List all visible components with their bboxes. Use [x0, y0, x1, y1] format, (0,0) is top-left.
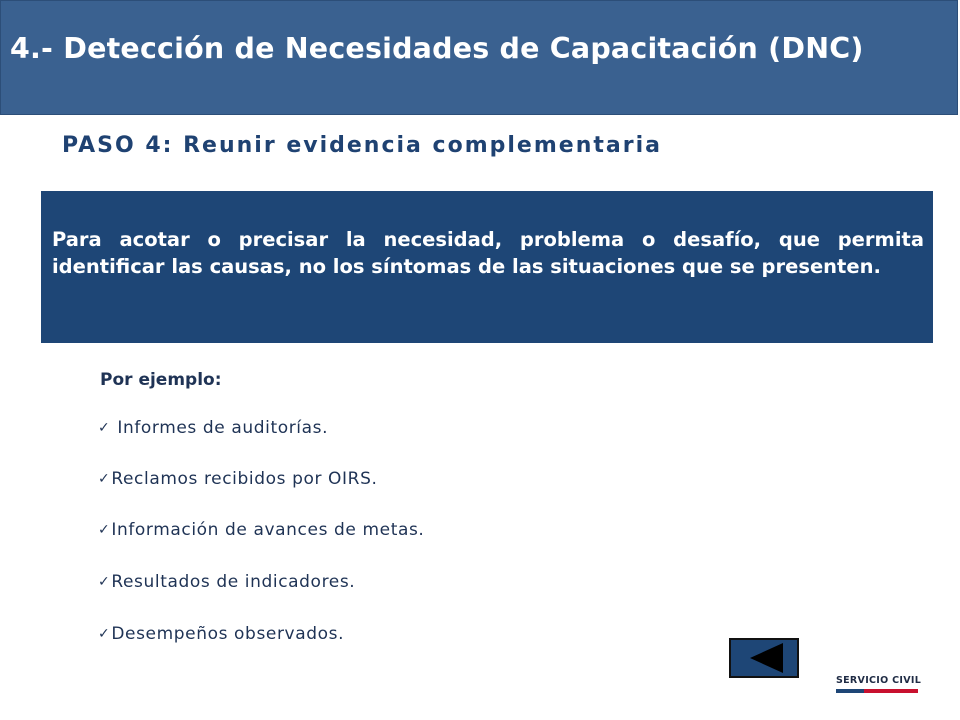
step-subtitle: PASO 4: Reunir evidencia complementaria [62, 133, 662, 158]
servicio-civil-logo [836, 672, 922, 696]
logo-blue-bar [836, 689, 864, 693]
checkmark-icon: ✓ [98, 626, 111, 642]
list-item-label: Desempeños observados. [111, 624, 345, 644]
list-item-label: Reclamos recibidos por OIRS. [111, 469, 378, 489]
left-triangle-icon [731, 640, 797, 676]
slide-title: 4.- Detección de Necesidades de Capacitación (DNC) [10, 32, 864, 65]
back-button[interactable] [729, 638, 799, 678]
checkmark-icon: ✓ [98, 574, 111, 590]
logo-red-bar [864, 689, 918, 693]
logo-text: SERVICIO CIVIL [836, 675, 922, 686]
checkmark-icon: ✓ [98, 420, 111, 436]
list-item [98, 520, 424, 540]
list-item [98, 624, 344, 644]
checkmark-icon: ✓ [98, 471, 111, 487]
list-item [98, 418, 328, 438]
examples-heading: Por ejemplo: [100, 370, 222, 390]
callout-text: Para acotar o precisar la necesidad, problema o desafío, que permita identificar las causas, no los síntomas de las situaciones que se presenten. [52, 228, 924, 278]
list-item [98, 572, 355, 592]
list-item-label: Resultados de indicadores. [111, 572, 356, 592]
list-item-label: Información de avances de metas. [111, 520, 425, 540]
list-item-label: Informes de auditorías. [111, 418, 329, 438]
list-item [98, 469, 377, 489]
checkmark-icon: ✓ [98, 522, 111, 538]
